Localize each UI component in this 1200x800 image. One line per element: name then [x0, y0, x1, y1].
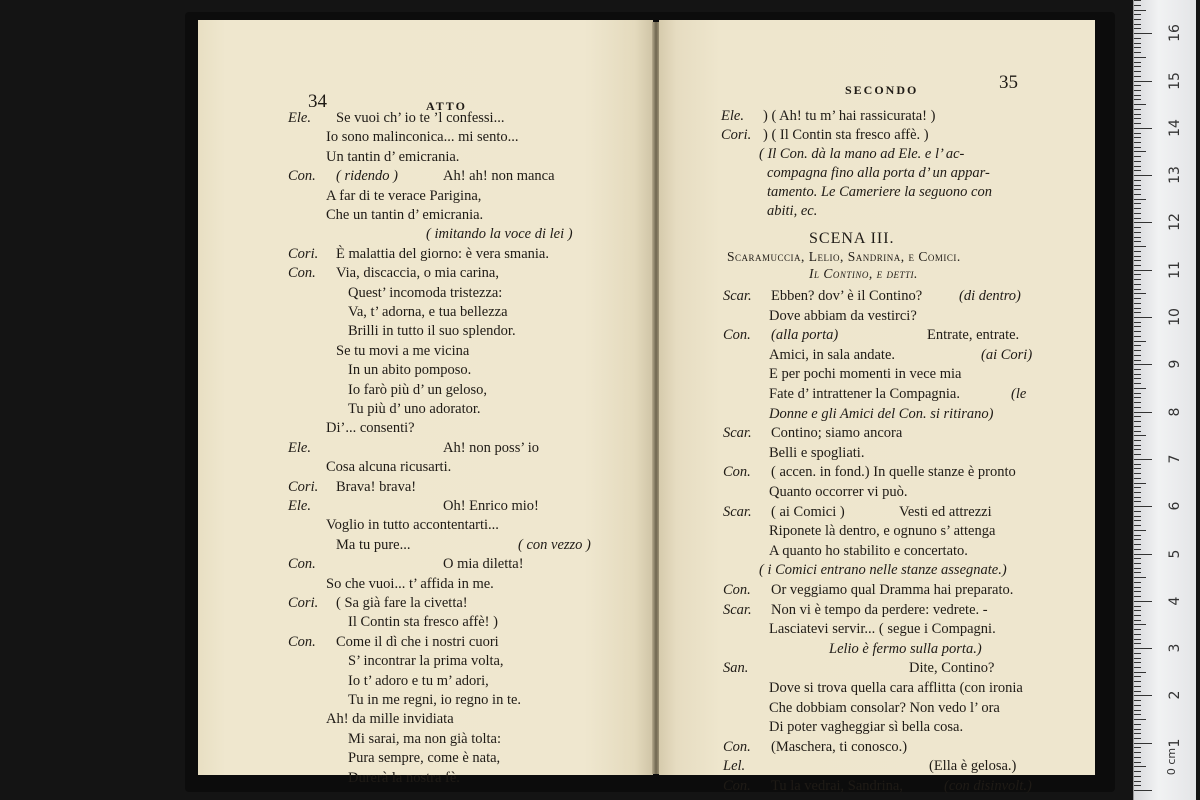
verse-line: ( ridendo ) [336, 168, 399, 185]
ruler-tick [1134, 104, 1146, 105]
ruler-number: 11 [1167, 260, 1183, 279]
stage-direction: compagna fino alla porta d’ un appar- [767, 165, 990, 181]
ruler-tick [1134, 326, 1141, 327]
ruler-tick [1134, 468, 1141, 469]
verse-line: Dove si trova quella cara afflitta (con ironia [769, 680, 1023, 696]
ruler-number: 4 [1167, 596, 1183, 606]
ruler-tick [1134, 85, 1141, 86]
ruler-tick [1134, 421, 1141, 422]
ruler-number: 13 [1167, 166, 1183, 185]
verse-line: Ma tu pure... [336, 536, 411, 553]
ruler-tick [1134, 582, 1141, 583]
ruler-tick [1134, 639, 1141, 640]
ruler-tick [1134, 449, 1141, 450]
ruler-tick [1134, 312, 1141, 313]
ruler-tick [1134, 137, 1141, 138]
ruler-tick [1134, 114, 1141, 115]
speaker-name: Cori. [288, 595, 319, 611]
ruler-tick [1134, 563, 1141, 564]
ruler-tick [1134, 435, 1146, 436]
speaker-name: Ele. [721, 108, 744, 124]
verse-line: Brilli in tutto il suo splendor. [348, 323, 516, 340]
ruler-tick [1134, 345, 1141, 346]
ruler-tick [1134, 762, 1141, 763]
left-page [198, 20, 653, 786]
ruler-tick [1134, 208, 1141, 209]
ruler-tick [1134, 634, 1141, 635]
ruler-tick [1134, 194, 1141, 195]
speaker-name: Con. [288, 168, 316, 185]
ruler-tick [1134, 724, 1141, 725]
verse-line: E per pochi momenti in vece mia [769, 366, 962, 383]
verse-line: Quanto occorrer vi può. [769, 484, 908, 500]
ruler-tick [1134, 147, 1141, 148]
verse-line: Brava! brava! [336, 478, 417, 495]
ruler-tick [1134, 331, 1141, 332]
verse-line: Or veggiamo qual Dramma hai preparato. [771, 582, 1014, 598]
scene-title: SCENA III. [809, 230, 895, 247]
speaker-name: Cori. [288, 245, 319, 262]
ruler-tick [1134, 388, 1146, 389]
ruler-tick [1134, 454, 1141, 455]
ruler-tick [1134, 686, 1141, 687]
page-number: 35 [999, 72, 1018, 93]
speaker-name: Ele. [288, 439, 311, 456]
ruler-tick [1134, 71, 1141, 72]
ruler-tick [1134, 591, 1141, 592]
ruler-tick [1134, 284, 1141, 285]
verse-line: Come il dì che i nostri cuori [336, 633, 499, 650]
verse-line: Di poter vagheggiar sì bella cosa. [769, 719, 964, 736]
ruler-tick [1134, 402, 1141, 403]
speaker-name: Con. [288, 265, 316, 282]
verse-line: Io t’ adoro e tu m’ adori, [348, 672, 489, 689]
speaker-name: Scar. [723, 601, 752, 618]
ruler-tick [1134, 156, 1141, 157]
ruler-tick [1134, 246, 1146, 247]
ruler-tick [1134, 128, 1152, 129]
ruler-tick [1134, 700, 1141, 701]
ruler-tick [1134, 76, 1141, 77]
stage-text: Dite, Contino? [909, 660, 995, 677]
verse-line: Va, t’ adorna, e tua bellezza [348, 304, 508, 320]
verse-line: Voglio in tutto accontentarti... [326, 517, 499, 534]
verse-line: ( ai Comici ) [771, 503, 845, 520]
ruler-tick [1134, 620, 1141, 621]
ruler-number: 3 [1167, 643, 1183, 653]
speaker-name: Lel. [723, 758, 746, 775]
measurement-ruler [1133, 0, 1196, 800]
stage-direction: ) ( Ah! tu m’ hai rassicurata! ) [763, 108, 936, 124]
ruler-number: 16 [1167, 24, 1183, 43]
ruler-tick [1134, 166, 1141, 167]
verse-line: Pura sempre, come è nata, [348, 750, 501, 767]
verse-line: Dove abbiam da vestirci? [769, 307, 917, 324]
ruler-tick [1134, 658, 1141, 659]
ruler-tick [1134, 350, 1141, 351]
verse-line: (alla porta) [771, 327, 839, 344]
verse-line: ( i Comici entrano nelle stanze assegnate.) [759, 562, 1007, 579]
verse-line: Che dobbiam consolar? Non vedo l’ ora [769, 699, 1000, 716]
ruler-tick [1134, 369, 1141, 370]
ruler-tick [1134, 558, 1141, 559]
ruler-tick [1134, 733, 1141, 734]
ruler-tick [1134, 237, 1141, 238]
ruler-tick [1134, 38, 1141, 39]
ruler-tick [1134, 274, 1141, 275]
ruler-number: 1 [1167, 738, 1183, 748]
verse-line: Quest’ incomoda tristezza: [348, 284, 503, 301]
ruler-tick [1134, 643, 1141, 644]
speaker-name: Con. [723, 582, 751, 598]
ruler-tick [1134, 662, 1141, 663]
ruler-tick [1134, 516, 1141, 517]
ruler-tick [1134, 28, 1141, 29]
ruler-tick [1134, 185, 1141, 186]
ruler-tick [1134, 771, 1141, 772]
ruler-number: 8 [1167, 407, 1183, 417]
right-page [659, 20, 1095, 794]
ruler-tick [1134, 14, 1141, 15]
ruler-number: 7 [1167, 454, 1183, 464]
ruler-tick [1134, 189, 1141, 190]
verse-line: ( imitando la voce di lei ) [426, 226, 573, 243]
verse-line: Amici, in sala andate. [769, 346, 896, 363]
ruler-tick [1134, 535, 1141, 536]
ruler-tick [1134, 24, 1141, 25]
ruler-tick [1134, 790, 1152, 791]
ruler-tick [1134, 497, 1141, 498]
ruler-tick [1134, 691, 1141, 692]
ruler-tick [1134, 303, 1141, 304]
verse-line: ( Sa già fare la civetta! [336, 595, 468, 611]
ruler-number: 2 [1167, 690, 1183, 700]
ruler-tick [1134, 251, 1141, 252]
speaker-name: Scar. [723, 288, 752, 304]
verse-line: Non vi è tempo da perdere: vedrete. - [771, 601, 988, 618]
running-title: SECONDO [845, 83, 919, 97]
verse-line: Cosa alcuna ricusarti. [326, 459, 452, 476]
ruler-tick [1134, 681, 1141, 682]
ruler-tick [1134, 52, 1141, 53]
verse-line: Riponete là dentro, e ognuno s’ attenga [769, 523, 996, 540]
ruler-tick [1134, 587, 1141, 588]
verse-line: Un tantin d’ emicrania. [326, 148, 460, 165]
ruler-tick [1134, 175, 1152, 176]
ruler-tick [1134, 19, 1141, 20]
ruler-tick [1134, 95, 1141, 96]
verse-line: S’ incontrar la prima volta, [348, 653, 504, 670]
speaker-name: Con. [288, 633, 316, 650]
stage-text: ( con vezzo ) [518, 536, 591, 553]
ruler-tick [1134, 374, 1141, 375]
ruler-tick [1134, 549, 1141, 550]
verse-line: Durerà la nostra fè. [348, 769, 460, 786]
ruler-tick [1134, 572, 1141, 573]
speaker-name: Cori. [288, 478, 319, 495]
verse-line: Tu più d’ uno adorator. [348, 401, 481, 417]
ruler-tick [1134, 653, 1141, 654]
speaker-name: Con. [723, 464, 751, 481]
ruler-tick [1134, 322, 1141, 323]
verse-line: A far di te verace Parigina, [326, 187, 482, 204]
ruler-tick [1134, 407, 1141, 408]
verse-line: Via, discaccia, o mia carina, [336, 265, 499, 282]
ruler-tick [1134, 0, 1141, 1]
scene-cast: Scaramuccia, Lelio, Sandrina, e Comici. [727, 249, 961, 264]
ruler-tick [1134, 492, 1141, 493]
ruler-tick [1134, 577, 1146, 578]
ruler-tick [1134, 336, 1141, 337]
ruler-tick [1134, 695, 1152, 696]
page-number: 34 [308, 91, 327, 112]
ruler-tick [1134, 142, 1141, 143]
ruler-tick [1134, 47, 1141, 48]
ruler-tick [1134, 43, 1141, 44]
ruler-tick [1134, 520, 1141, 521]
ruler-tick [1134, 719, 1146, 720]
ruler-number: 6 [1167, 501, 1183, 511]
verse-line: A quanto ho stabilito e concertato. [769, 542, 968, 559]
ruler-number: 10 [1167, 308, 1183, 326]
ruler-tick [1134, 629, 1141, 630]
ruler-tick [1134, 544, 1141, 545]
verse-line: Fate d’ intrattener la Compagnia. [769, 386, 960, 402]
ruler-tick [1134, 151, 1146, 152]
ruler-tick [1134, 222, 1152, 223]
ruler-tick [1134, 624, 1146, 625]
ruler-tick [1134, 757, 1141, 758]
stage-direction: abiti, ec. [767, 203, 818, 219]
ruler-tick [1134, 90, 1141, 91]
ruler-tick [1134, 161, 1141, 162]
ruler-tick [1134, 615, 1141, 616]
ruler-tick [1134, 99, 1141, 100]
ruler-tick [1134, 393, 1141, 394]
ruler-tick [1134, 478, 1141, 479]
ruler-tick [1134, 483, 1146, 484]
verse-line: È malattia del giorno: è vera smania. [336, 245, 549, 262]
ruler-tick [1134, 648, 1152, 649]
ruler-tick [1134, 10, 1146, 11]
stage-text: Ah! non poss’ io [443, 439, 539, 456]
speaker-name: San. [723, 660, 749, 677]
ruler-tick [1134, 530, 1146, 531]
ruler-tick [1134, 227, 1141, 228]
speaker-name: Con. [723, 327, 751, 344]
ruler-tick [1134, 57, 1146, 58]
ruler-tick [1134, 218, 1141, 219]
ruler-tick [1134, 317, 1152, 318]
ruler-tick [1134, 355, 1141, 356]
ruler-tick [1134, 62, 1141, 63]
ruler-number: 14 [1167, 118, 1183, 137]
ruler-tick [1134, 440, 1141, 441]
ruler-tick [1134, 747, 1141, 748]
ruler-tick [1134, 289, 1141, 290]
verse-line: ( accen. in fond.) In quelle stanze è pronto [771, 464, 1016, 481]
stage-text: O mia diletta! [443, 556, 524, 573]
stage-text: (ai Cori) [981, 346, 1033, 363]
ruler-number: 12 [1167, 213, 1183, 232]
ruler-tick [1134, 511, 1141, 512]
ruler-tick [1134, 270, 1152, 271]
stage-text: (Ella è gelosa.) [929, 758, 1017, 775]
ruler-tick [1134, 298, 1141, 299]
ruler-tick [1134, 293, 1146, 294]
ruler-tick [1134, 501, 1141, 502]
speaker-name: Con. [723, 738, 751, 755]
ruler-tick [1134, 33, 1152, 34]
ruler-tick [1134, 118, 1141, 119]
ruler-tick [1134, 431, 1141, 432]
verse-line: Se tu movi a me vicina [336, 342, 470, 359]
ruler-tick [1134, 459, 1152, 460]
ruler-tick [1134, 539, 1141, 540]
speaker-name: Con. [723, 778, 751, 794]
ruler-tick [1134, 397, 1141, 398]
ruler-tick [1134, 378, 1141, 379]
stage-text: (di dentro) [959, 288, 1021, 304]
verse-line: Belli e spogliati. [769, 444, 865, 461]
ruler-tick [1134, 568, 1141, 569]
ruler-tick [1134, 714, 1141, 715]
ruler-tick [1134, 464, 1141, 465]
ruler-tick [1134, 729, 1141, 730]
verse-line: Contino; siamo ancora [771, 425, 903, 442]
ruler-tick [1134, 241, 1141, 242]
verse-line: Lelio è fermo sulla porta.) [829, 640, 982, 657]
verse-line: Tu in me regni, io regno in te. [348, 692, 522, 708]
ruler-number: 9 [1167, 359, 1183, 369]
ruler-tick [1134, 199, 1146, 200]
ruler-tick [1134, 776, 1141, 777]
ruler-tick [1134, 738, 1141, 739]
ruler-tick [1134, 487, 1141, 488]
ruler-tick [1134, 265, 1141, 266]
ruler-tick [1134, 256, 1141, 257]
ruler-tick [1134, 672, 1146, 673]
speaker-name: Scar. [723, 503, 752, 520]
ruler-tick [1134, 525, 1141, 526]
ruler-tick [1134, 341, 1146, 342]
speaker-name: Ele. [288, 110, 311, 126]
ruler-tick [1134, 601, 1152, 602]
ruler-tick [1134, 180, 1141, 181]
ruler-tick [1134, 676, 1141, 677]
verse-line: Ebben? dov’ è il Contino? [771, 288, 923, 304]
ruler-tick [1134, 213, 1141, 214]
speaker-name: Scar. [723, 425, 752, 442]
ruler-tick [1134, 232, 1141, 233]
stage-text: (le [1011, 386, 1027, 402]
ruler-number: 15 [1167, 71, 1183, 90]
ruler-tick [1134, 170, 1141, 171]
ruler-tick [1134, 781, 1141, 782]
ruler-tick [1134, 66, 1141, 67]
ruler-tick [1134, 610, 1141, 611]
verse-line: In un abito pomposo. [348, 362, 472, 379]
ruler-tick [1134, 554, 1152, 555]
verse-line: Io farò più d’ un geloso, [348, 381, 488, 398]
ruler-tick [1134, 383, 1141, 384]
stage-text: Vesti ed attrezzi [899, 503, 992, 520]
ruler-tick [1134, 81, 1152, 82]
ruler-tick [1134, 473, 1141, 474]
stage-text: Entrate, entrate. [927, 327, 1020, 344]
ruler-tick [1134, 109, 1141, 110]
verse-line: (Maschera, ti conosco.) [771, 738, 908, 755]
speaker-name: Cori. [721, 127, 752, 143]
ruler-tick [1134, 596, 1141, 597]
ruler-tick [1134, 606, 1141, 607]
ruler-tick [1134, 279, 1141, 280]
ruler-tick [1134, 133, 1141, 134]
verse-line: Se vuoi ch’ io te ’l confessi... [336, 110, 505, 126]
verse-line: Ah! da mille invidiata [326, 711, 454, 728]
verse-line: Io sono malinconica... mi sento... [326, 129, 519, 146]
ruler-tick [1134, 364, 1152, 365]
ruler-tick [1134, 412, 1152, 413]
ruler-tick [1134, 123, 1141, 124]
ruler-tick [1134, 426, 1141, 427]
verse-line: Il Contin sta fresco affè! ) [348, 614, 498, 631]
ruler-tick [1134, 667, 1141, 668]
ruler-tick [1134, 416, 1141, 417]
speaker-name: Ele. [288, 498, 311, 514]
speaker-name: Con. [288, 556, 316, 573]
ruler-tick [1134, 203, 1141, 204]
verse-line: So che vuoi... t’ affida in me. [326, 575, 494, 592]
verse-line: Lasciatevi servir... ( segue i Compagni. [769, 621, 996, 638]
verse-line: Tu la vedrai, Sandrina, [771, 778, 903, 794]
stage-text: (con disinvolt.) [944, 778, 1032, 794]
ruler-tick [1134, 743, 1152, 744]
stage-text: Oh! Enrico mio! [443, 498, 539, 514]
ruler-unit-label: 0 cm [1165, 747, 1179, 776]
ruler-tick [1134, 705, 1141, 706]
running-title: ATTO [426, 99, 467, 113]
ruler-tick [1134, 785, 1141, 786]
ruler-tick [1134, 5, 1141, 6]
verse-line: Mi sarai, ma non già tolta: [348, 730, 502, 747]
stage-direction: ) ( Il Contin sta fresco affè. ) [763, 127, 929, 143]
verse-line: Donne e gli Amici del Con. si ritirano) [769, 405, 994, 422]
stage-text: Ah! ah! non manca [443, 168, 555, 185]
ruler-tick [1134, 506, 1152, 507]
ruler-tick [1134, 260, 1141, 261]
ruler-tick [1134, 445, 1141, 446]
scene-cast-continued: Il Contino, e detti. [809, 266, 918, 281]
ruler-tick [1134, 766, 1146, 767]
ruler-tick [1134, 360, 1141, 361]
stage-direction: ( Il Con. dà la mano ad Ele. e l’ ac- [759, 146, 965, 162]
stage-direction: tamento. Le Cameriere la seguono con [767, 184, 992, 200]
verse-line: Di’... consenti? [326, 420, 415, 437]
ruler-tick [1134, 752, 1141, 753]
ruler-tick [1134, 710, 1141, 711]
ruler-tick [1134, 308, 1141, 309]
verse-line: Che un tantin d’ emicrania. [326, 207, 484, 223]
ruler-number: 5 [1167, 549, 1183, 558]
